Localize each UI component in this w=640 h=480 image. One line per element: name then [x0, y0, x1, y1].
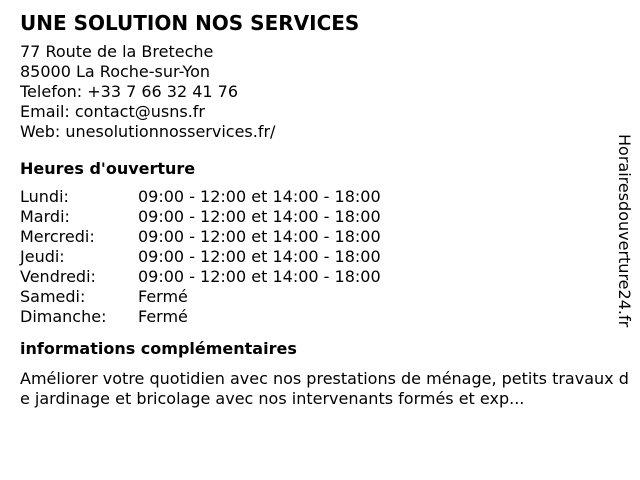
- address-city: 85000 La Roche-sur-Yon: [20, 62, 211, 81]
- day-label: Samedi:: [20, 287, 86, 306]
- contact-block: [20, 42, 630, 142]
- hours-row-tuesday: [20, 207, 630, 227]
- hours-row-friday: [20, 267, 630, 287]
- business-name: UNE SOLUTION NOS SERVICES: [20, 11, 360, 35]
- hours-row-thursday: [20, 247, 630, 267]
- phone-number: Telefon: +33 7 66 32 41 76: [20, 82, 239, 101]
- day-label: Mardi:: [20, 207, 70, 226]
- opening-hours-table: [20, 187, 630, 327]
- day-hours: 09:00 - 12:00 et 14:00 - 18:00: [138, 187, 381, 206]
- day-hours: Fermé: [138, 287, 188, 306]
- address-street: 77 Route de la Breteche: [20, 42, 214, 61]
- hours-row-wednesday: [20, 227, 630, 247]
- day-label: Vendredi:: [20, 267, 96, 286]
- day-hours: 09:00 - 12:00 et 14:00 - 18:00: [138, 207, 381, 226]
- opening-hours-heading: Heures d'ouverture: [20, 159, 196, 178]
- additional-info-text: Améliorer votre quotidien avec nos prestations de ménage, petits travaux de jardinage et bricolage avec nos intervenants formés et exp...: [20, 369, 629, 408]
- email-address: Email: contact@usns.fr: [20, 102, 205, 121]
- day-hours: 09:00 - 12:00 et 14:00 - 18:00: [138, 267, 381, 286]
- hours-row-saturday: [20, 287, 630, 307]
- day-hours: 09:00 - 12:00 et 14:00 - 18:00: [138, 247, 381, 266]
- day-label: Mercredi:: [20, 227, 95, 246]
- site-watermark: Horairesdouverture24.fr: [615, 134, 634, 328]
- hours-row-sunday: [20, 307, 630, 327]
- day-label: Dimanche:: [20, 307, 107, 326]
- website: Web: unesolutionnosservices.fr/: [20, 122, 276, 141]
- business-card: [20, 10, 630, 409]
- additional-info-heading: informations complémentaires: [20, 339, 297, 358]
- day-label: Jeudi:: [20, 247, 65, 266]
- day-label: Lundi:: [20, 187, 69, 206]
- day-hours: Fermé: [138, 307, 188, 326]
- hours-row-monday: [20, 187, 630, 207]
- day-hours: 09:00 - 12:00 et 14:00 - 18:00: [138, 227, 381, 246]
